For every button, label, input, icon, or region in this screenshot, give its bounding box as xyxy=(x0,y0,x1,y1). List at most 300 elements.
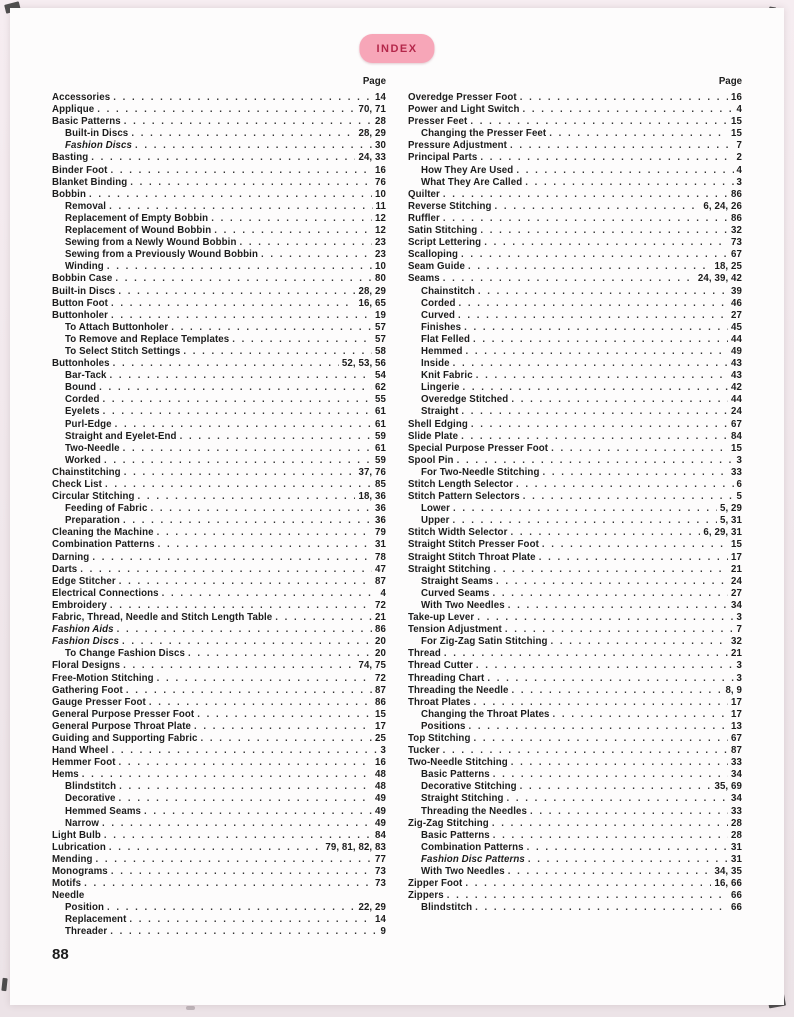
index-entry-label: Darning xyxy=(52,551,90,563)
index-entry-page: 43 xyxy=(731,358,742,370)
dot-leader xyxy=(109,842,323,854)
index-entry-page: 16 xyxy=(375,757,386,769)
index-entry-label: Buttonholer xyxy=(52,309,108,321)
dot-leader xyxy=(171,322,372,334)
index-entry-label: Fashion Aids xyxy=(52,624,114,636)
dot-leader xyxy=(150,503,372,515)
index-entry xyxy=(408,673,742,685)
index-entry-label: Tucker xyxy=(408,745,440,757)
index-entry xyxy=(408,116,742,128)
index-entry-page: 16, 66 xyxy=(714,878,742,890)
dot-leader xyxy=(131,128,355,140)
index-entry-label: Curved Seams xyxy=(421,587,490,599)
dot-leader xyxy=(550,636,728,648)
index-entry xyxy=(408,370,742,382)
index-entry-page: 54 xyxy=(375,370,386,382)
index-entry-label: Threading the Needles xyxy=(421,805,527,817)
index-entry-page: 24 xyxy=(731,575,742,587)
index-entry-label: Hemmed xyxy=(421,345,463,357)
index-entry xyxy=(408,394,742,406)
index-entry xyxy=(52,116,386,128)
index-page xyxy=(10,8,784,1005)
index-entry-label: To Select Stitch Settings xyxy=(65,345,181,357)
index-entry xyxy=(408,503,742,515)
index-entry-label: Blindstitch xyxy=(421,902,473,914)
index-entry-label: Seam Guide xyxy=(408,261,465,273)
dot-leader xyxy=(516,165,733,177)
dot-leader xyxy=(162,588,378,600)
dot-leader xyxy=(111,866,372,878)
dot-leader xyxy=(523,491,734,503)
index-entry xyxy=(408,685,742,697)
index-column-right xyxy=(408,76,742,939)
index-entry xyxy=(408,866,742,878)
index-entry-label: Button Foot xyxy=(52,297,108,309)
index-entry xyxy=(408,310,742,322)
index-entry-page: 18, 25 xyxy=(714,261,742,273)
index-entry xyxy=(52,552,386,564)
index-entry-page: 49 xyxy=(375,817,386,829)
index-entry-page: 61 xyxy=(375,406,386,418)
index-entry-page: 35, 69 xyxy=(714,781,742,793)
index-entry xyxy=(408,769,742,781)
dot-leader xyxy=(110,926,377,938)
index-entry-label: Position xyxy=(65,902,105,914)
index-entry-label: Seams xyxy=(408,273,440,285)
index-entry-page: 34 xyxy=(731,599,742,611)
index-entry-label: Presser Feet xyxy=(408,116,468,128)
index-entry-page: 3 xyxy=(736,454,742,466)
dot-leader xyxy=(461,431,728,443)
dot-leader xyxy=(476,660,734,672)
index-entry xyxy=(52,515,386,527)
index-entry-page: 47 xyxy=(375,563,386,575)
index-entry-page: 17 xyxy=(375,720,386,732)
index-entry-page: 73 xyxy=(375,866,386,877)
index-entry-label: Combination Patterns xyxy=(421,841,524,853)
index-entry-page: 15 xyxy=(375,708,386,720)
index-entry xyxy=(52,757,386,769)
index-entry-label: Reverse Stitching xyxy=(408,200,492,212)
index-entry-page: 31 xyxy=(375,539,386,551)
index-entry-label: General Purpose Throat Plate xyxy=(52,720,192,732)
index-entry-label: Electrical Connections xyxy=(52,587,159,599)
dot-leader xyxy=(214,225,372,237)
index-entry-page: 3 xyxy=(736,660,742,672)
dot-leader xyxy=(96,854,372,866)
index-entry xyxy=(52,165,386,177)
dot-leader xyxy=(103,394,373,406)
index-entry-page: 24, 39, 42 xyxy=(697,273,742,285)
index-entry-page: 6 xyxy=(736,479,742,490)
dot-leader xyxy=(194,721,372,733)
dot-leader xyxy=(275,612,372,624)
dot-leader xyxy=(123,515,372,527)
index-entry-page: 5 xyxy=(736,491,742,503)
index-entry xyxy=(408,878,742,890)
index-entry-page: 27 xyxy=(731,587,742,599)
dot-leader xyxy=(129,914,372,926)
dot-leader xyxy=(549,128,728,140)
dot-leader xyxy=(239,237,372,249)
index-entry xyxy=(408,793,742,805)
index-entry-label: Overedge Presser Foot xyxy=(408,92,517,103)
index-entry-page: 31 xyxy=(731,841,742,853)
index-entry-label: Sewing from a Previously Wound Bobbin xyxy=(65,249,258,261)
index-entry-page: 11 xyxy=(375,200,386,212)
index-entry-page: 44 xyxy=(731,394,742,406)
index-entry xyxy=(52,104,386,116)
index-entry xyxy=(408,612,742,624)
index-entry xyxy=(52,539,386,551)
index-entry-label: Gathering Foot xyxy=(52,684,123,696)
index-entry-label: Narrow xyxy=(65,817,99,829)
dot-leader xyxy=(510,140,734,152)
dot-leader xyxy=(261,249,372,261)
index-entry-label: Satin Stitching xyxy=(408,225,478,237)
dot-leader xyxy=(473,733,728,745)
index-entry xyxy=(52,152,386,164)
index-entry-label: Positions xyxy=(421,720,466,732)
index-entry-label: Built-in Discs xyxy=(52,285,116,297)
index-entry-page: 10 xyxy=(375,261,386,273)
dot-leader xyxy=(480,225,728,237)
index-entry xyxy=(52,322,386,334)
index-entry-label: Principal Parts xyxy=(408,152,478,164)
dot-leader xyxy=(478,286,728,298)
dot-leader xyxy=(104,455,372,467)
index-entry xyxy=(408,527,742,539)
page-column-header-left: Page xyxy=(362,76,386,87)
index-entry-label: Changing the Throat Plates xyxy=(421,708,550,720)
index-entry xyxy=(52,914,386,926)
index-entry-page: 37, 76 xyxy=(358,466,386,478)
index-entry-label: Lower xyxy=(421,503,451,515)
dot-leader xyxy=(157,527,372,539)
dot-leader xyxy=(458,310,728,322)
index-entry-label: Light Bulb xyxy=(52,829,101,841)
index-entry xyxy=(408,745,742,757)
index-entry-page: 23 xyxy=(375,249,386,261)
index-entry xyxy=(408,140,742,152)
index-entry-label: General Purpose Presser Foot xyxy=(52,708,195,720)
index-entry-label: Applique xyxy=(52,104,95,116)
index-entry-page: 59 xyxy=(375,430,386,442)
index-entry xyxy=(52,660,386,672)
index-entry xyxy=(52,709,386,721)
dot-leader xyxy=(122,636,372,648)
index-entry-label: Two-Needle Stitching xyxy=(408,757,508,769)
index-entries-left xyxy=(52,92,386,939)
index-entry-label: Straight Stitch Presser Foot xyxy=(408,539,539,551)
index-entry-page: 55 xyxy=(375,394,386,406)
index-entry xyxy=(52,769,386,781)
index-entry-page: 4 xyxy=(380,587,386,599)
index-entry xyxy=(408,346,742,358)
index-entry-page: 86 xyxy=(375,696,386,708)
index-entry-page: 48 xyxy=(375,769,386,781)
index-entry xyxy=(408,128,742,140)
index-entry xyxy=(52,431,386,443)
index-entry xyxy=(52,685,386,697)
index-entry-label: Fabric, Thread, Needle and Stitch Length Table xyxy=(52,612,273,624)
index-entry-page: 57 xyxy=(375,321,386,333)
index-entry-label: Edge Stitcher xyxy=(52,575,116,587)
index-entry-label: Floral Designs xyxy=(52,660,121,672)
dot-leader xyxy=(123,660,355,672)
dot-leader xyxy=(476,370,728,382)
index-entry xyxy=(52,443,386,455)
dot-leader xyxy=(126,685,372,697)
index-entry-label: Embroidery xyxy=(52,599,107,611)
index-entry-page: 32 xyxy=(731,225,742,237)
index-entry xyxy=(52,358,386,370)
index-entry-page: 6, 29, 31 xyxy=(703,527,742,539)
index-entry-page: 28 xyxy=(375,116,386,128)
index-entry-page: 33 xyxy=(731,805,742,817)
dot-leader xyxy=(82,769,372,781)
index-entry-page: 70, 71 xyxy=(358,104,386,116)
index-entry xyxy=(408,491,742,503)
index-entry-label: Top Stitching xyxy=(408,732,471,744)
index-entry-page: 44 xyxy=(731,333,742,345)
index-entry xyxy=(52,612,386,624)
dot-leader xyxy=(118,286,355,298)
index-entry-label: Purl-Edge xyxy=(65,418,112,430)
index-entry-label: Thread xyxy=(408,648,441,660)
index-entry-page: 12 xyxy=(375,225,386,237)
index-entry-page: 28 xyxy=(731,817,742,829)
index-entry-label: Replacement of Empty Bobbin xyxy=(65,212,209,224)
index-entry-page: 3 xyxy=(736,176,742,188)
index-entry-page: 76 xyxy=(375,176,386,188)
index-entry-page: 72 xyxy=(375,599,386,611)
index-entry-page: 24, 33 xyxy=(358,152,386,164)
index-entry xyxy=(52,237,386,249)
dot-leader xyxy=(97,104,355,116)
index-entry-label: Quilter xyxy=(408,188,440,200)
dot-leader xyxy=(188,648,372,660)
index-entry-label: Hemmed Seams xyxy=(65,805,142,817)
index-entry-page: 9 xyxy=(380,926,386,938)
index-entry-label: Bobbin Case xyxy=(52,273,113,285)
index-entry-label: Check List xyxy=(52,479,102,490)
scan-smudge xyxy=(186,1006,195,1010)
index-entry-page: 5, 29 xyxy=(719,503,742,515)
dot-leader xyxy=(471,419,728,431)
index-entry xyxy=(408,273,742,285)
index-entry xyxy=(408,382,742,394)
index-entry-label: Threading the Needle xyxy=(408,684,509,696)
index-entry-label: Fashion Disc Patterns xyxy=(421,853,525,865)
dot-leader xyxy=(180,431,372,443)
index-entry-label: With Two Needles xyxy=(421,866,505,877)
index-entry-label: To Change Fashion Discs xyxy=(65,648,186,660)
dot-leader xyxy=(484,237,728,249)
index-entry-label: Sewing from a Newly Wound Bobbin xyxy=(65,237,237,249)
index-entry xyxy=(52,201,386,213)
index-entry-page: 13 xyxy=(731,720,742,732)
index-entry-label: Bound xyxy=(65,382,97,394)
index-entry-label: Binder Foot xyxy=(52,164,108,176)
index-entry-page: 46 xyxy=(731,297,742,309)
dot-leader xyxy=(495,201,701,213)
index-entry-page: 21 xyxy=(731,563,742,575)
index-entry xyxy=(408,152,742,164)
index-entry xyxy=(408,286,742,298)
index-entry xyxy=(52,370,386,382)
index-entry-page: 86 xyxy=(731,188,742,200)
index-entry xyxy=(52,298,386,310)
dot-leader xyxy=(480,152,733,164)
index-entry xyxy=(408,709,742,721)
index-entry xyxy=(52,177,386,189)
dot-leader xyxy=(111,310,372,322)
index-entry-label: Blindstitch xyxy=(65,781,117,793)
index-entry-page: 66 xyxy=(731,902,742,914)
dot-leader xyxy=(103,406,372,418)
index-entry-page: 66 xyxy=(731,890,742,902)
dot-leader xyxy=(197,709,372,721)
dot-leader xyxy=(493,769,728,781)
dot-leader xyxy=(469,721,729,733)
index-entry xyxy=(52,286,386,298)
index-entry xyxy=(52,382,386,394)
index-entry-label: Lubrication xyxy=(52,841,106,853)
dot-leader xyxy=(453,503,717,515)
index-entry xyxy=(408,564,742,576)
dot-leader xyxy=(135,140,372,152)
dot-leader xyxy=(542,539,728,551)
dot-leader xyxy=(443,273,695,285)
dot-leader xyxy=(130,177,372,189)
index-entry-page: 34, 35 xyxy=(714,866,742,877)
index-entry-page: 42 xyxy=(731,382,742,394)
index-entry xyxy=(408,842,742,854)
index-entry xyxy=(52,479,386,491)
dot-leader xyxy=(99,382,372,394)
index-entry-page: 7 xyxy=(736,624,742,636)
index-entry-label: Script Lettering xyxy=(408,237,482,249)
index-entry xyxy=(408,225,742,237)
index-entry xyxy=(52,503,386,515)
dot-leader xyxy=(138,491,356,503)
dot-leader xyxy=(539,552,728,564)
index-entry xyxy=(52,394,386,406)
dot-leader xyxy=(453,515,717,527)
index-entry xyxy=(52,830,386,842)
index-entry-page: 36 xyxy=(375,515,386,527)
index-entry-page: 28, 29 xyxy=(358,285,386,297)
dot-leader xyxy=(493,830,728,842)
index-entry-label: Throat Plates xyxy=(408,696,471,708)
index-entry-page: 33 xyxy=(731,466,742,478)
index-entry-label: Fashion Discs xyxy=(65,140,132,152)
index-entry xyxy=(408,806,742,818)
index-entry-label: Combination Patterns xyxy=(52,539,155,551)
index-entry xyxy=(408,165,742,177)
index-entry-label: Eyelets xyxy=(65,406,100,418)
index-entry-page: 17 xyxy=(731,696,742,708)
dot-leader xyxy=(92,552,372,564)
index-entry xyxy=(52,261,386,273)
index-entry-page: 3 xyxy=(380,745,386,757)
dot-leader xyxy=(80,564,372,576)
index-entry xyxy=(52,793,386,805)
index-entry xyxy=(408,479,742,491)
index-entry xyxy=(52,189,386,201)
index-entry xyxy=(52,576,386,588)
index-entry-page: 15 xyxy=(731,442,742,454)
index-entry-label: Lingerie xyxy=(421,382,460,394)
index-entry xyxy=(408,515,742,527)
dot-leader xyxy=(525,177,733,189)
index-entry-page: 24 xyxy=(731,406,742,418)
index-entry-page: 84 xyxy=(375,829,386,841)
index-badge-label: INDEX xyxy=(376,43,418,55)
index-entry-label: How They Are Used xyxy=(421,164,514,176)
dot-leader xyxy=(462,382,728,394)
index-entry-page: 28 xyxy=(731,829,742,841)
index-entry-label: Overedge Stitched xyxy=(421,394,509,406)
index-columns xyxy=(52,76,742,939)
dot-leader xyxy=(474,697,728,709)
dot-leader xyxy=(475,902,728,914)
dot-leader xyxy=(443,189,728,201)
dot-leader xyxy=(157,673,372,685)
index-entry-label: Replacement of Wound Bobbin xyxy=(65,225,212,237)
index-entry-label: Power and Light Switch xyxy=(408,104,520,116)
index-entry xyxy=(408,854,742,866)
index-entry xyxy=(52,697,386,709)
dot-leader xyxy=(542,467,728,479)
dot-leader xyxy=(107,902,355,914)
dot-leader xyxy=(457,455,734,467)
index-entry xyxy=(408,648,742,660)
index-entry-page: 19 xyxy=(375,309,386,321)
dot-leader xyxy=(530,806,728,818)
index-entry-page: 2 xyxy=(736,152,742,164)
index-entry-label: Hemmer Foot xyxy=(52,757,116,769)
dot-leader xyxy=(508,866,712,878)
index-entry-label: Darts xyxy=(52,563,78,575)
dot-leader xyxy=(119,576,372,588)
index-entry xyxy=(408,261,742,273)
index-entry xyxy=(52,902,386,914)
index-entry-label: To Attach Buttonholer xyxy=(65,321,169,333)
index-entry xyxy=(52,346,386,358)
index-entry-page: 84 xyxy=(731,430,742,442)
dot-leader xyxy=(119,793,372,805)
dot-leader xyxy=(443,745,728,757)
index-entry xyxy=(408,455,742,467)
index-entry-label: Free-Motion Stitching xyxy=(52,672,154,684)
index-entry-page: 17 xyxy=(731,551,742,563)
index-entry xyxy=(52,128,386,140)
index-entry xyxy=(408,830,742,842)
dot-leader xyxy=(464,322,728,334)
index-entry xyxy=(52,842,386,854)
index-entry xyxy=(52,806,386,818)
index-entry-page: 21 xyxy=(375,612,386,624)
index-entry-page: 18, 36 xyxy=(358,491,386,503)
index-entry-page: 85 xyxy=(375,479,386,490)
dot-leader xyxy=(104,830,372,842)
index-entry-label: Straight and Eyelet-End xyxy=(65,430,177,442)
index-entry xyxy=(408,201,742,213)
index-entry xyxy=(408,576,742,588)
dot-leader xyxy=(470,116,728,128)
